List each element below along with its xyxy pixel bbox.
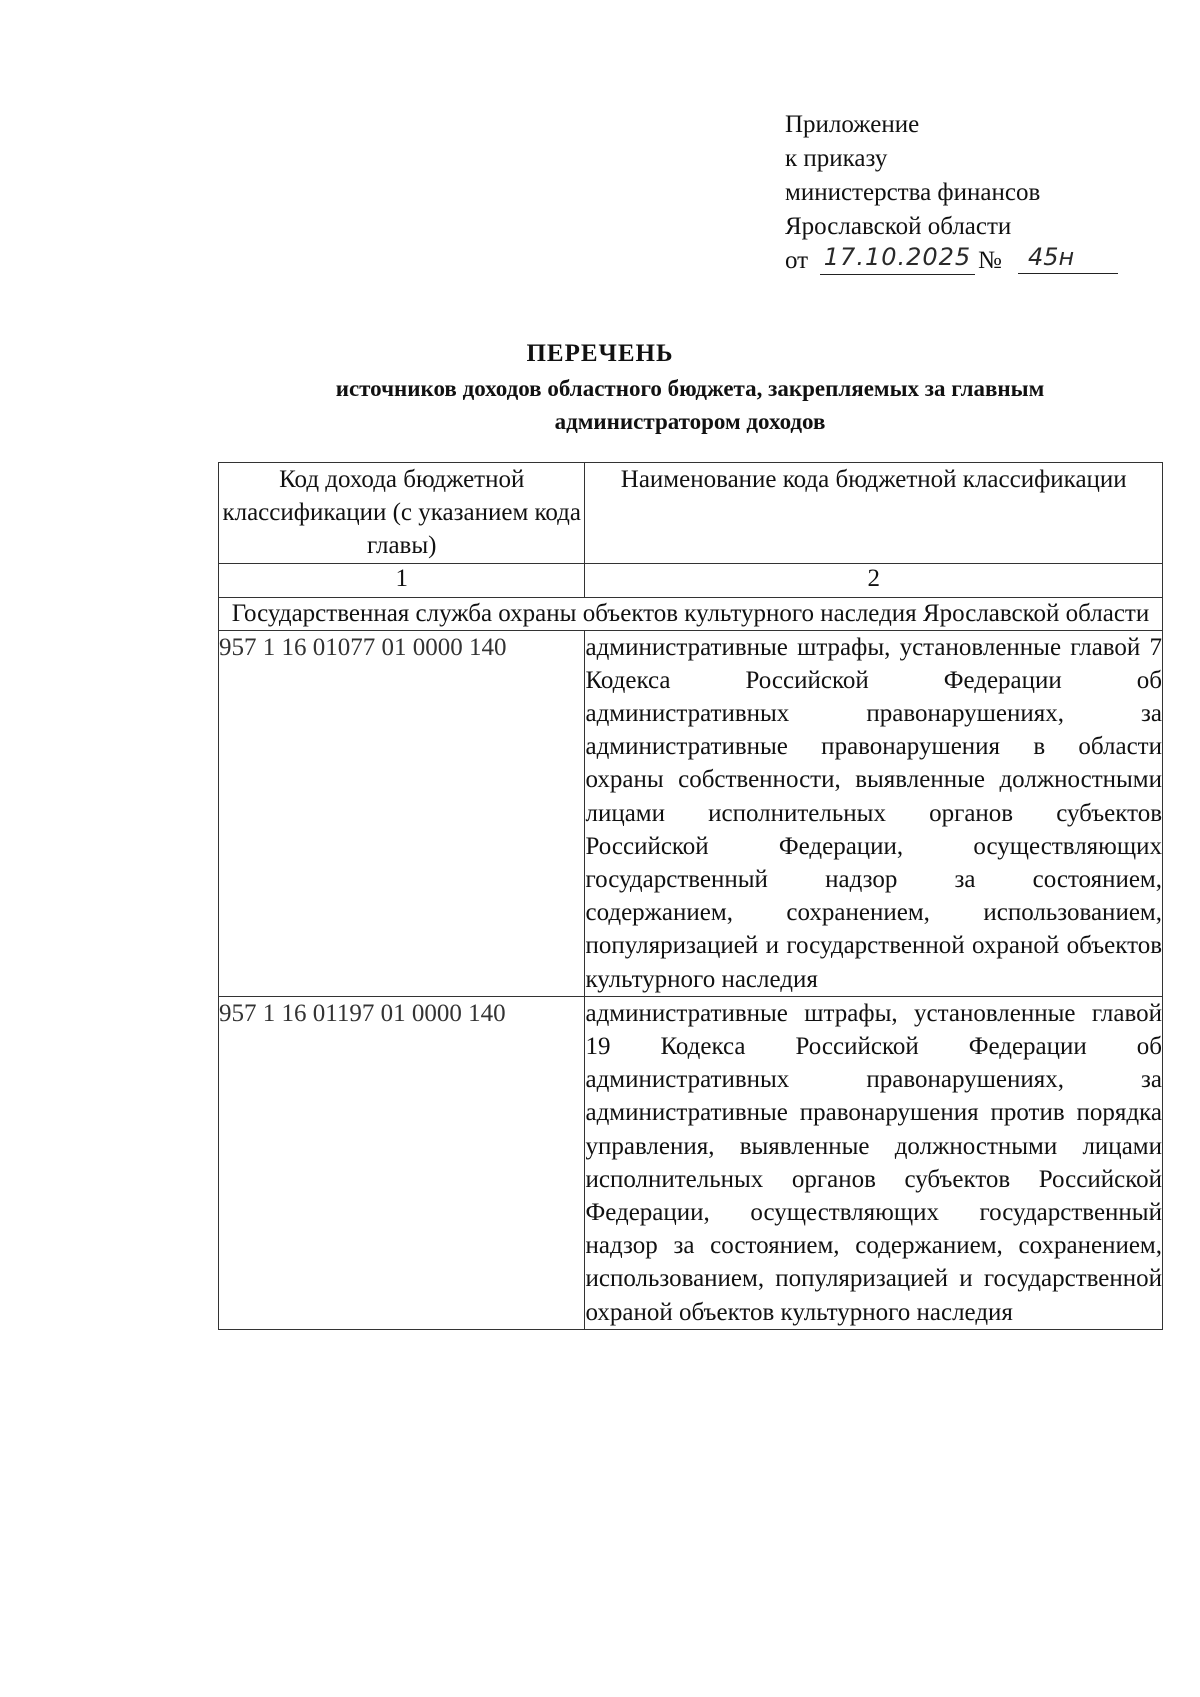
column-number-row (219, 563, 1163, 597)
header-code: Код дохода бюджетной классификации (с указанием кода главы) (219, 463, 585, 564)
handwritten-number: 45н (1018, 240, 1118, 274)
appendix-order-ref: к приказу (785, 145, 888, 172)
table-row (219, 996, 1163, 1329)
header-name: Наименование кода бюджетной классификации (585, 463, 1163, 564)
date-from-label: от (785, 247, 809, 274)
table-header-row (219, 463, 1163, 564)
table-row (219, 630, 1163, 996)
document-subtitle: источников доходов областного бюджета, закрепляемых за главным администратором доходов (335, 376, 1045, 434)
appendix-region: Ярославской области (785, 213, 1012, 240)
appendix-block (785, 108, 1075, 278)
appendix-title: Приложение (785, 111, 920, 138)
document-title: ПЕРЕЧЕНЬ (526, 340, 674, 367)
appendix-date-row (785, 243, 1075, 278)
number-label: № (978, 247, 1002, 274)
revenue-name: административные штрафы, установленные главой 7 Кодекса Российской Федерации об административных правонарушениях, за административные правонарушения в области охраны собственности, выявленные должностными лицами исполнительных органов субъектов Российской Федерации, осуществляющих государственный надзор за состоянием, содержанием, сохранением, использованием, популяризацией и государственной охраной объектов культурного наследия (585, 630, 1163, 996)
appendix-ministry: министерства финансов (785, 179, 1041, 206)
section-title: Государственная служба охраны объектов культурного наследия Ярославской области (219, 597, 1163, 630)
column-number-1: 1 (219, 563, 585, 597)
section-row (219, 597, 1163, 630)
revenue-sources-table (218, 462, 1163, 1330)
handwritten-date: 17.10.2025 (820, 240, 975, 275)
revenue-code: 957 1 16 01077 01 0000 140 (219, 630, 585, 996)
revenue-name: административные штрафы, установленные главой 19 Кодекса Российской Федерации об административных правонарушениях, за административные правонарушения против порядка управления, выявленные должностными лицами исполнительных органов субъектов Российской Федерации, осуществляющих государственный надзор за состоянием, содержанием, сохранением, использованием, популяризацией и государственной охраной объектов культурного наследия (585, 996, 1163, 1329)
column-number-2: 2 (585, 563, 1163, 597)
revenue-code: 957 1 16 01197 01 0000 140 (219, 996, 585, 1329)
